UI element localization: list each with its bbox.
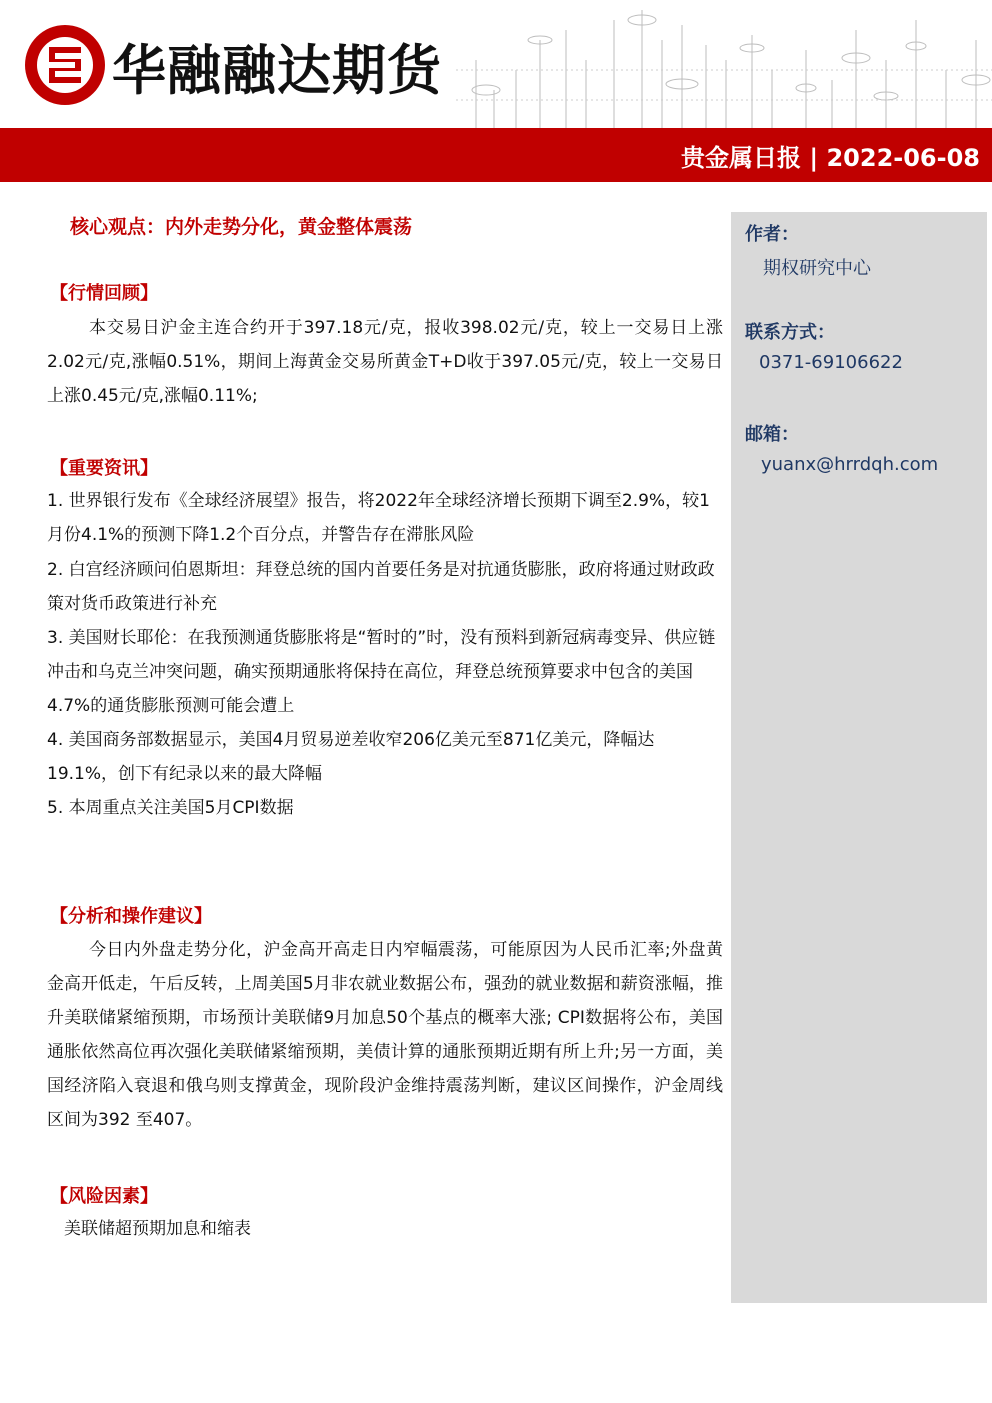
news-item: 3. 美国财长耶伦：在我预测通货膨胀将是“暂时的”时，没有预料到新冠病毒变异、供应链冲击和乌克兰冲突问题，确实预期通胀将保持在高位，拜登总统预算要求中包含的美国4.7%的通货膨胀预测可能会遭上 [47,628,716,716]
news-heading: 【重要资讯】 [50,458,158,479]
author-value: 期权研究中心 [763,258,871,279]
risk-heading: 【风险因素】 [50,1186,158,1207]
author-label: 作者： [745,224,799,245]
company-name: 华融融达期货 [112,39,442,102]
review-heading: 【行情回顾】 [50,283,158,304]
news-item: 1. 世界银行发布《全球经济展望》报告，将2022年全球经济增长预期下调至2.9%，较1月份4.1%的预测下降1.2个百分点，并警告存在滞胀风险 [47,491,710,545]
news-item: 5. 本周重点关注美国5月CPI数据 [47,798,294,818]
contact-value: 0371-69106622 [759,352,903,373]
analysis-text: 今日内外盘走势分化，沪金高开高走日内窄幅震荡，可能原因为人民币汇率;外盘黄金高开低走，午后反转，上周美国5月非农就业数据公布，强劲的就业数据和薪资涨幅，推升美联储紧缩预期，市场预计美联储9月加息50个基点的概率大涨; CPI数据将公布，美国通胀依然高位再次强化美联储紧缩预期，美债计算的通胀预期近期有所上升;另一方面，美国经济陷入衰退和俄乌则支撑黄金，现阶段沪金维持震荡判断，建议区间操作，沪金周线区间为392 至407。 [47,940,723,1130]
news-item: 2. 白宫经济顾问伯恩斯坦：拜登总统的国内首要任务是对抗通货膨胀，政府将通过财政政策对货币政策进行补充 [47,560,715,614]
review-text: 本交易日沪金主连合约开于397.18元/克，报收398.02元/克，较上一交易日上涨2.02元/克,涨幅0.51%，期间上海黄金交易所黄金T+D收于397.05元/克，较上一交易日上涨0.45元/克,涨幅0.11%; [47,318,723,406]
email-value[interactable]: yuanx@hrrdqh.com [761,454,939,475]
author-sidebar [731,212,987,1303]
news-item: 4. 美国商务部数据显示，美国4月贸易逆差收窄206亿美元至871亿美元，降幅达19.1%，创下有纪录以来的最大降幅 [47,730,655,784]
risk-text: 美联储超预期加息和缩表 [64,1219,251,1239]
analysis-heading: 【分析和操作建议】 [50,906,212,927]
core-view-heading: 核心观点：内外走势分化，黄金整体震荡 [70,216,413,238]
report-title: 贵金属日报 | 2022-06-08 [681,144,980,172]
contact-label: 联系方式： [745,322,835,343]
email-label: 邮箱： [745,424,799,445]
